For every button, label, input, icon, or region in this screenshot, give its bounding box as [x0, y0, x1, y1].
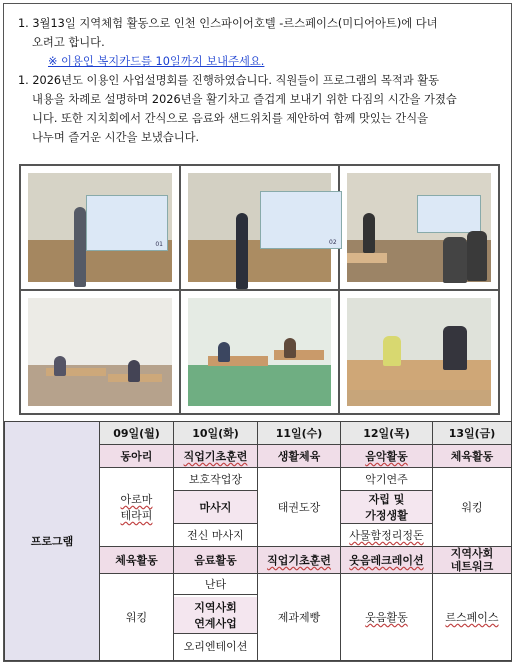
photo-presentation-1: 01: [28, 173, 172, 282]
activity-cell: 마사지: [174, 491, 258, 524]
category-cell: 지역사회 네트워크: [433, 547, 512, 574]
notice-line: 오려고 합니다.: [32, 36, 105, 49]
photo-cell: [339, 290, 499, 415]
category-cell: 웃음레크레이션: [341, 547, 433, 574]
activity-cell: 지역사회 연계사업: [174, 597, 257, 634]
category-cell: 생활체육: [258, 445, 341, 468]
activity-cell: 웃음활동: [341, 574, 433, 661]
activity-cell: 사물함정리정돈: [341, 524, 433, 547]
notice-line: 1. 3월13일 지역체험 활동으로 인천 인스파이어호텔 -르스페이스(미디어아트)에 다녀: [18, 17, 438, 30]
notice-line: 내용을 차례로 설명하며 2026년을 활기차고 즐겁게 보내기 위한 다짐의 시간을 가졌습: [32, 93, 457, 106]
photo-cell: [20, 290, 180, 415]
program-label: 프로그램: [5, 422, 100, 661]
activity-cell: 제과제빵: [258, 574, 341, 661]
activity-cell: 르스페이스: [433, 574, 512, 661]
photo-audience-view: [347, 173, 491, 282]
day-header: 12일(목): [341, 422, 433, 445]
notice-section: [18, 14, 498, 147]
activity-cell: 보호작업장: [174, 468, 258, 491]
activity-cell: 워킹: [433, 468, 512, 547]
notice-line: 나누며 즐거운 시간을 보냈습니다.: [32, 131, 200, 144]
activity-cell: 아로마 테라피: [100, 468, 174, 547]
photo-cell: [339, 165, 499, 290]
notice-highlight: ※ 이용인 복지카드를 10일까지 보내주세요.: [48, 55, 265, 68]
activity-cell: 난타: [174, 574, 258, 595]
day-header: 09일(월): [100, 422, 174, 445]
category-cell: 체육활동: [433, 445, 512, 468]
category-cell: 체육활동: [100, 547, 174, 574]
activity-cell: 워킹: [100, 574, 174, 661]
notice-line: 니다. 또한 지치회에서 간식으로 음료와 샌드위치를 제안하여 함께 맛있는 간식을: [32, 112, 429, 125]
photo-classroom-1: [28, 298, 172, 407]
photo-snack-time: [347, 298, 491, 407]
photo-classroom-2: [188, 298, 332, 407]
category-cell: 동아리: [100, 445, 174, 468]
activity-cell: 오리엔테이션: [183, 640, 248, 653]
day-header: 10일(화): [174, 422, 258, 445]
day-header: 11일(수): [258, 422, 341, 445]
notice-line: 1. 2026년도 이용인 사업설명회를 진행하였습니다. 직원들이 프로그램의 목적과 활동: [18, 74, 440, 87]
day-header: 13일(금): [433, 422, 512, 445]
activity-cell: 악기연주: [341, 468, 433, 491]
category-cell: 직업기초훈련: [258, 547, 341, 574]
photo-cell: [180, 290, 340, 415]
activity-cell: 전신 마사지: [174, 524, 258, 547]
schedule-table: [4, 421, 512, 661]
category-cell: 음료활동: [174, 547, 258, 574]
photo-presentation-2: 02: [188, 173, 332, 282]
activity-cell: 자립 및 가정생활: [341, 491, 433, 524]
activity-cell: 태권도장: [258, 468, 341, 547]
photo-cell: [20, 165, 180, 290]
category-cell: 직업기초훈련: [174, 445, 258, 468]
photo-cell: [180, 165, 340, 290]
photo-grid: [19, 164, 500, 415]
category-cell: 음악활동: [341, 445, 433, 468]
